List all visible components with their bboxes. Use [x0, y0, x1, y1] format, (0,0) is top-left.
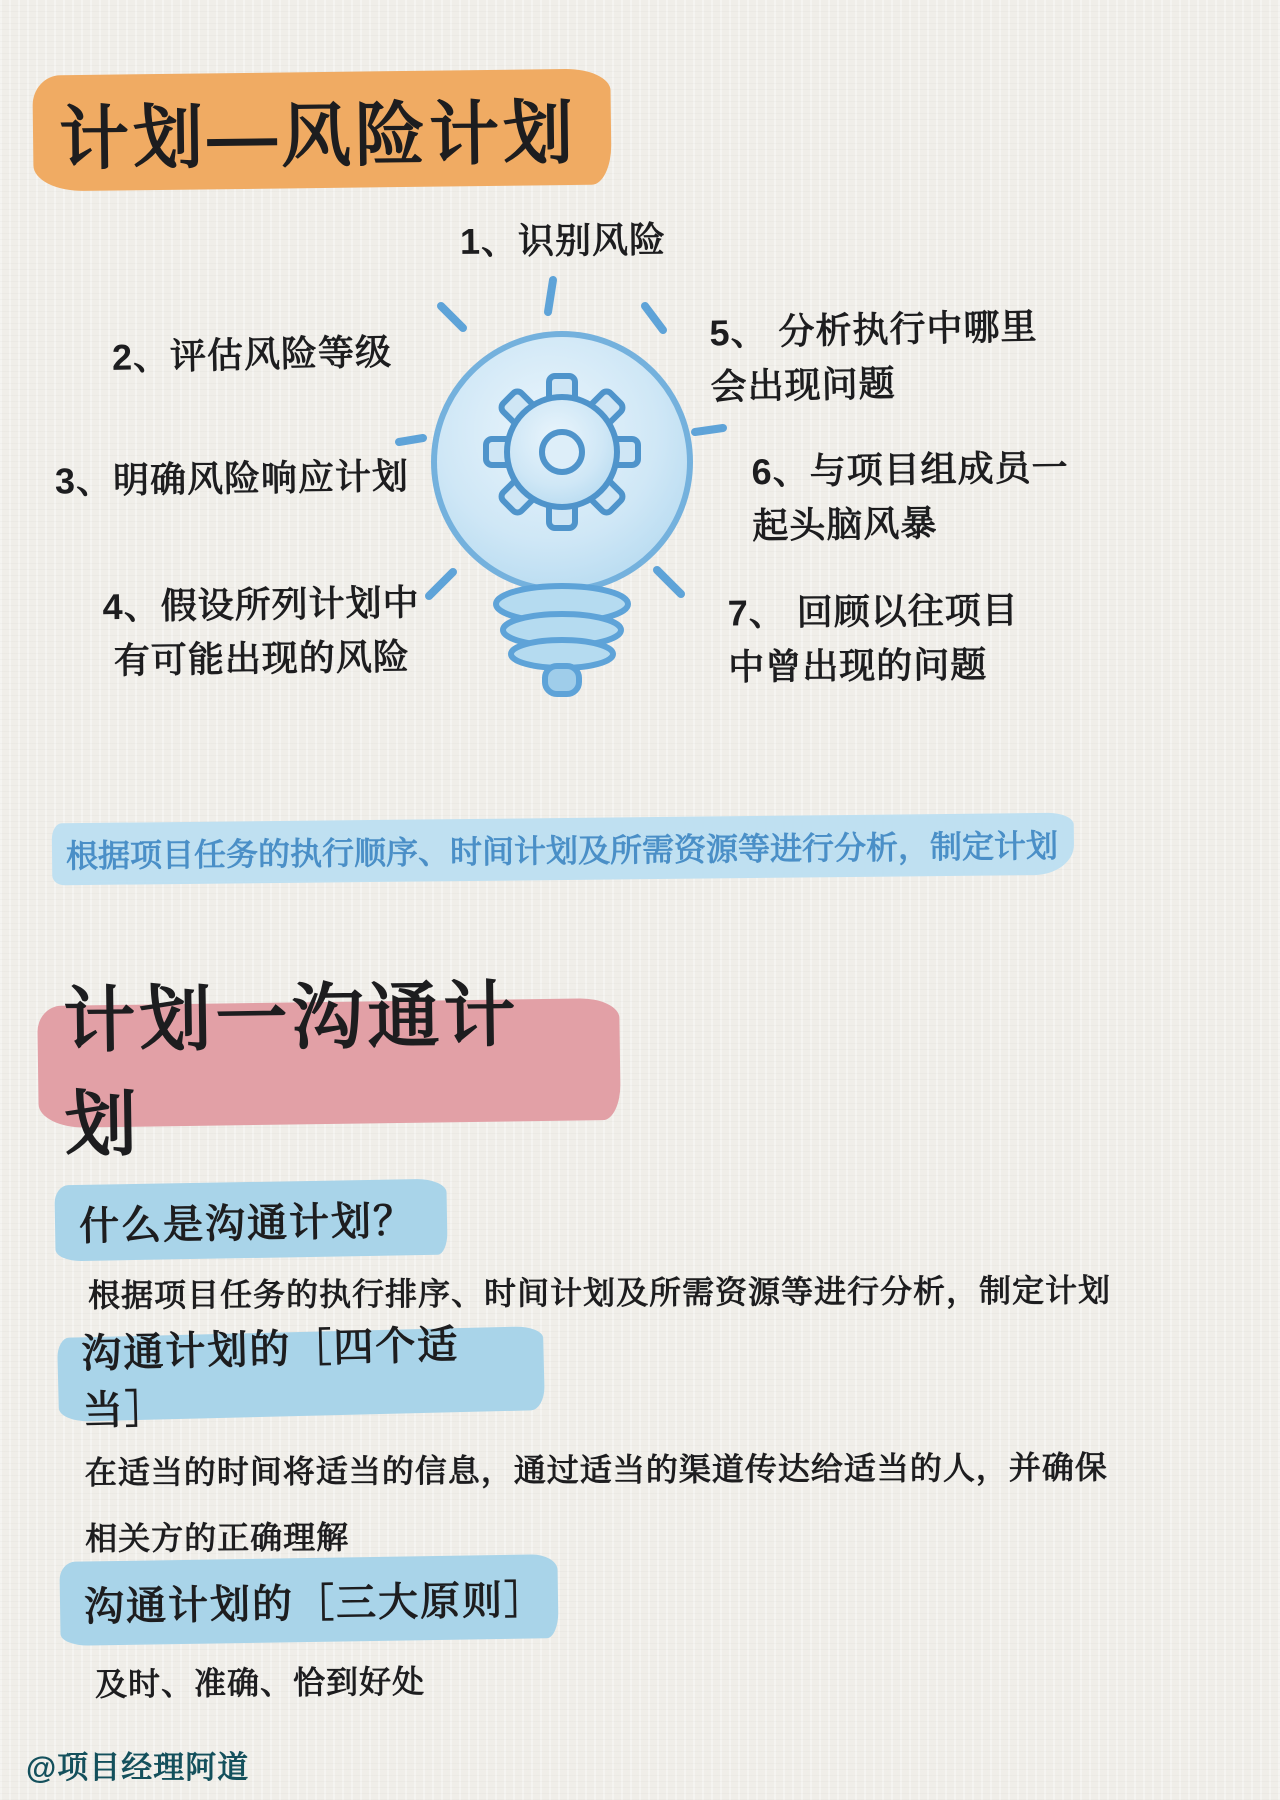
comm-heading-three-principles-text: 沟通计划的［三大原则］ — [83, 1577, 547, 1630]
author-watermark: @项目经理阿道 — [26, 1750, 250, 1785]
comm-body-what-is: 根据项目任务的执行排序、时间计划及所需资源等进行分析，制定计划 — [87, 1272, 1112, 1314]
comm-heading-four-appropriates-text: 沟通计划的［四个适当］ — [80, 1323, 460, 1434]
comm-heading-what-is — [54, 1179, 447, 1262]
risk-point-2: 2、评估风险等级 — [111, 331, 393, 378]
risk-note-band — [52, 813, 1075, 886]
comm-heading-three-principles — [59, 1554, 558, 1646]
comm-plan-title-text: 计划一沟通计划 — [62, 975, 520, 1166]
risk-plan-title-text: 计划—风险计划 — [58, 93, 578, 178]
bulb-base — [496, 586, 628, 694]
comm-heading-four-appropriates — [57, 1323, 545, 1434]
lightbulb-gear-icon — [395, 272, 730, 727]
risk-note-text: 根据项目任务的执行顺序、时间计划及所需资源等进行分析，制定计划 — [65, 827, 1059, 875]
risk-point-4: 4、假设所列计划中 有可能出现的风险 — [102, 581, 420, 682]
risk-point-7: 7、 回顾以往项目 中曾出现的问题 — [727, 589, 1019, 688]
comm-plan-title — [37, 975, 621, 1166]
comm-body-three-principles: 及时、准确、恰到好处 — [94, 1663, 426, 1703]
risk-point-3: 3、明确风险响应计划 — [54, 455, 410, 502]
risk-point-1: 1、识别风险 — [459, 219, 667, 262]
comm-heading-what-is-text: 什么是沟通计划？ — [78, 1198, 416, 1249]
risk-point-6: 6、与项目组成员一 起头脑风暴 — [751, 446, 1069, 547]
risk-point-5: 5、 分析执行中哪里 会出现问题 — [709, 305, 1038, 408]
lightbulb-gear-svg — [395, 272, 730, 727]
risk-plan-title — [32, 68, 611, 191]
gear-icon — [486, 376, 638, 528]
comm-body-four-appropriates: 在适当的时间将适当的信息，通过适当的渠道传达给适当的人，并确保相关方的正确理解 — [84, 1449, 1108, 1557]
